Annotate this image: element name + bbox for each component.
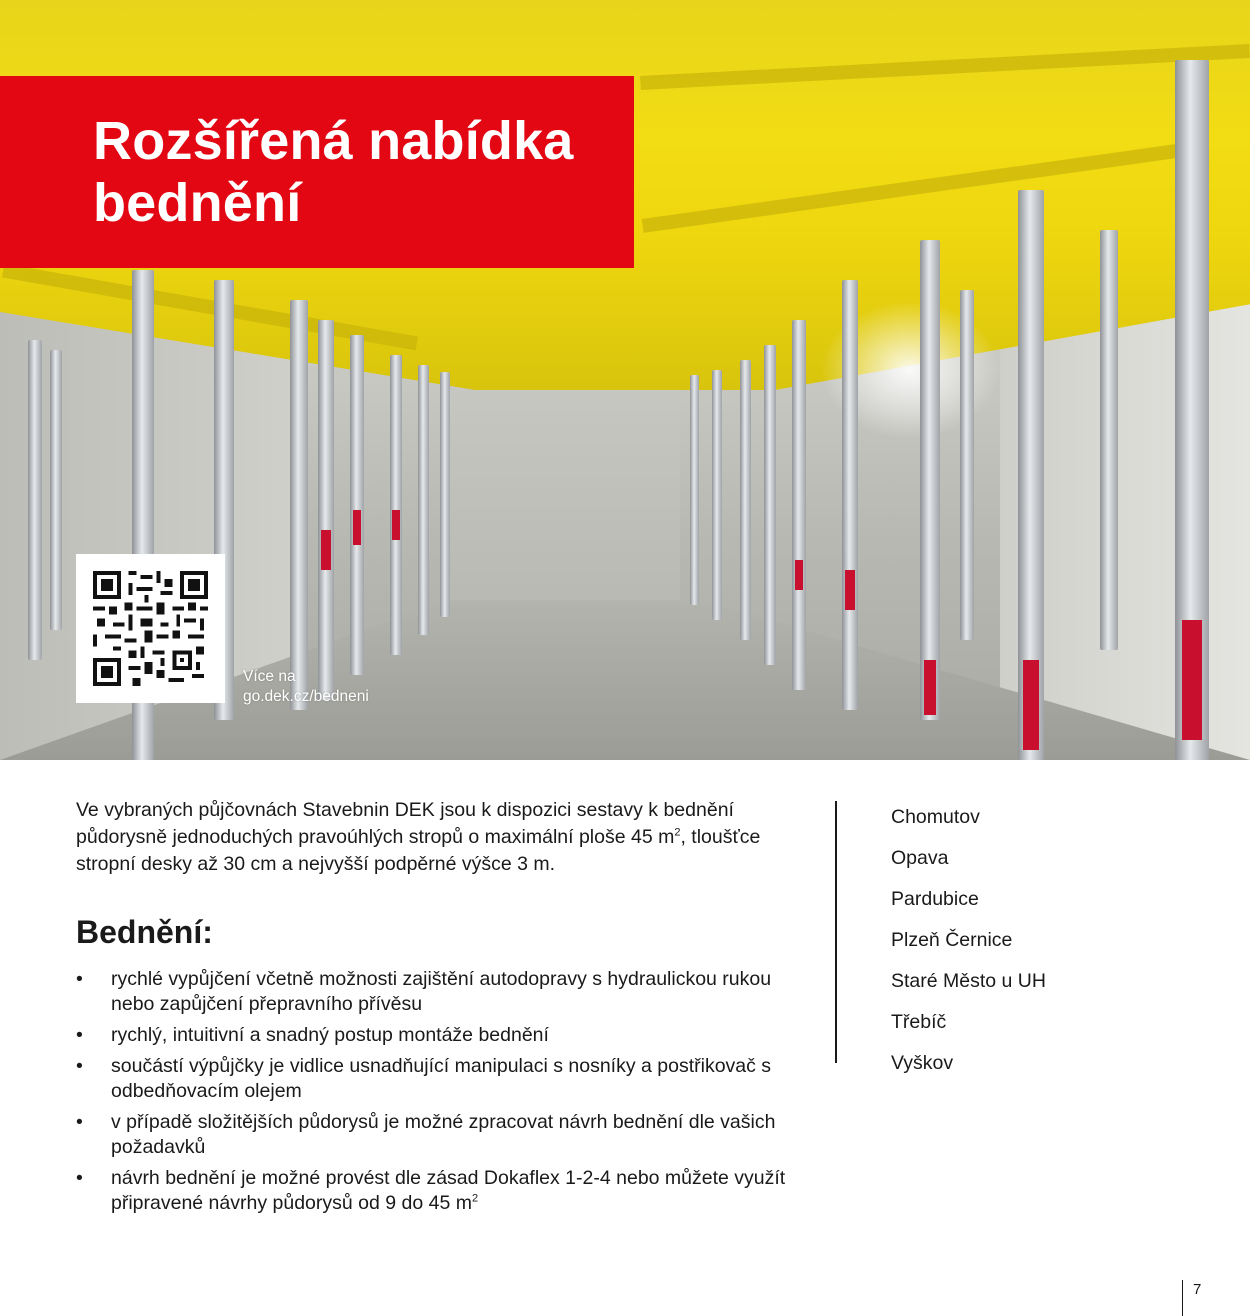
list-item [76,1054,816,1104]
intro-paragraph [76,797,816,878]
page-title: Rozšířená nabídka bednění [93,111,574,233]
list-item-text: součástí výpůjčky je vidlice usnadňující manipulaci s nosníky a postřikovač s odbedňovacím olejem [111,1055,772,1102]
section-heading: Bednění: [76,914,213,950]
photo-prop [50,350,62,630]
list-item [76,1166,816,1216]
qr-code[interactable] [76,554,225,703]
photo-back-wall [450,385,680,625]
city-item: Vyškov [891,1052,954,1074]
bullet-marker: • [76,1167,83,1189]
photo-prop [318,320,334,700]
photo-prop [842,280,858,710]
qr-more-label: Více na [243,668,296,685]
list-item-text: rychlý, intuitivní a snadný postup montáže bednění [111,1024,549,1046]
list-item-text: v případě složitějších půdorysů je možné zpracovat návrh bednění dle vašich požadavků [111,1111,776,1158]
photo-prop [350,335,364,675]
qr-code-graphic [93,571,208,686]
city-item: Plzeň Černice [891,929,1013,951]
photo-prop [1018,190,1044,760]
photo-prop [920,240,940,720]
column-divider [835,801,837,1063]
photo-prop [418,365,429,635]
photo-prop [28,340,42,660]
intro-superscript: 2 [674,826,681,839]
list-item [76,967,816,1017]
list-item-text: návrh bednění je možné provést dle zásad Dokaflex 1-2-4 nebo můžete využít připravené návrhy půdorysů od 9 do 45 m [111,1167,786,1214]
photo-prop [1175,60,1209,760]
intro-text-end: , tloušťce stropní desky až 30 cm a nejvyšší podpěrné výšce 3 m. [76,826,761,875]
city-item: Chomutov [891,806,980,828]
photo-prop [1100,230,1118,650]
list-item-text: rychlé vypůjčení včetně možnosti zajištění autodopravy s hydraulickou rukou nebo zapůjčení přepravního přívěsu [111,968,772,1015]
photo-prop [290,300,308,710]
title-banner [0,76,634,268]
list-item [76,1110,816,1160]
photo-prop [690,375,699,605]
bullet-marker: • [76,1055,83,1077]
city-item: Opava [891,847,949,869]
page-number-rule [1182,1280,1183,1316]
list-item [76,1023,816,1048]
qr-url-link[interactable]: go.dek.cz/bedneni [243,688,369,705]
intro-text: Ve vybraných půjčovnách Stavebnin DEK jsou k dispozici sestavy k bednění půdorysně jednoduchých pravoúhlých stropů o maximální ploše 45 m [76,799,734,848]
photo-prop [440,372,450,617]
city-item: Třebíč [891,1011,947,1033]
bullet-marker: • [76,1111,83,1133]
bullet-marker: • [76,1024,83,1046]
qr-caption [243,667,369,707]
city-item: Staré Město u UH [891,970,1046,992]
list-item-superscript: 2 [471,1192,479,1205]
feature-list [76,967,816,1222]
photo-prop [764,345,776,665]
photo-prop [390,355,402,655]
city-list [891,797,1046,1084]
page-number: 7 [1193,1281,1202,1298]
photo-prop [740,360,751,640]
city-item: Pardubice [891,888,979,910]
bullet-marker: • [76,968,83,990]
photo-prop [792,320,806,690]
photo-prop [712,370,722,620]
photo-prop [960,290,974,640]
